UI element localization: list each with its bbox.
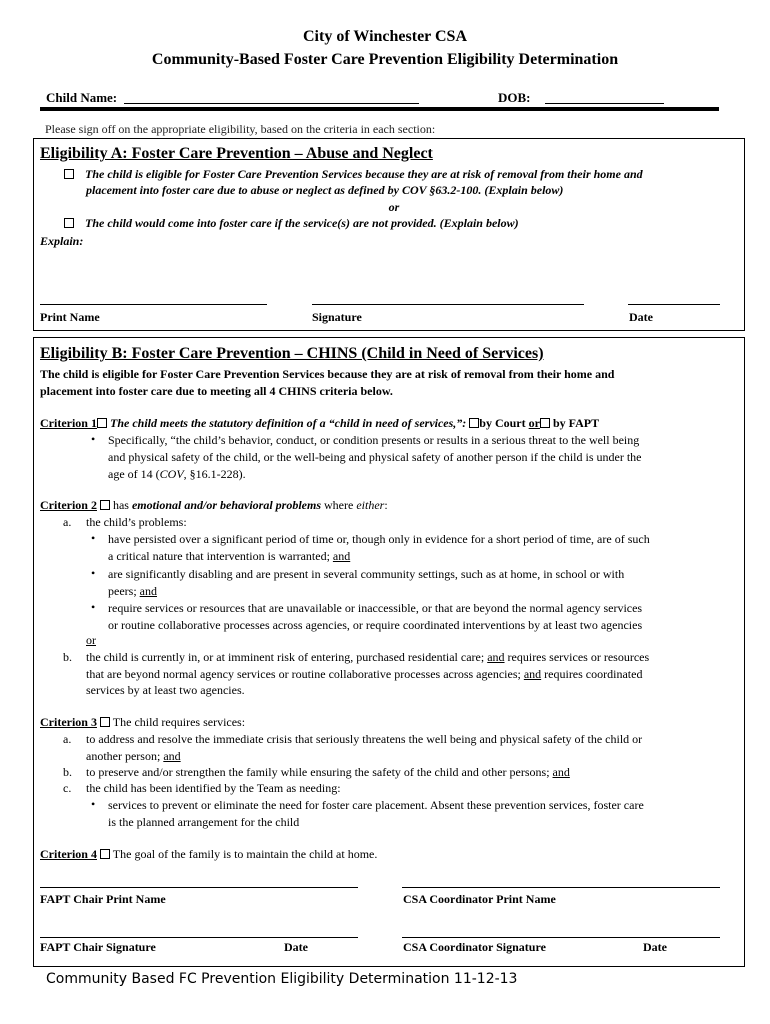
list-marker: c. — [63, 781, 72, 795]
fapt-print-name-line[interactable] — [40, 887, 358, 888]
criterion-1-or: or — [528, 416, 540, 430]
explain-field[interactable] — [40, 240, 730, 300]
by-fapt-checkbox[interactable] — [540, 418, 550, 428]
c2-b2-line-2: peers; and — [108, 584, 157, 598]
criterion-3-text: The child requires services: — [112, 715, 246, 729]
fapt-date-label: Date — [284, 940, 308, 954]
eligibility-a-option-1 — [64, 166, 734, 183]
c3-bullet-line-1: services to prevent or eliminate the need for foster care placement. Absent these prevention services, foster care — [108, 798, 644, 812]
criterion-1-checkbox[interactable] — [97, 418, 107, 428]
bullet: • — [91, 600, 96, 614]
criterion-4 — [40, 846, 377, 863]
bullet: • — [91, 531, 96, 545]
c2-b3-line-2: or routine collaborative processes across agencies, or require coordinated interventions by at least two agencies — [108, 618, 643, 632]
b-intro-line-1: The child is eligible for Foster Care Prevention Services because they are at risk of removal from their home and — [40, 367, 615, 381]
bullet: • — [91, 432, 96, 446]
criterion-4-checkbox[interactable] — [100, 849, 110, 859]
list-marker: b. — [63, 765, 72, 779]
criterion-1 — [40, 415, 599, 432]
list-marker: b. — [63, 650, 72, 664]
a-print-name-label: Print Name — [40, 310, 100, 324]
document-title: City of Winchester CSA — [303, 28, 467, 45]
csa-signature-line[interactable] — [402, 937, 720, 938]
c1-bullet-line-3: age of 14 (COV, §16.1-228). — [108, 467, 246, 481]
child-name-label: Child Name: — [46, 90, 118, 105]
c3-bullet-line-2: is the planned arrangement for the child — [108, 815, 300, 829]
list-marker: a. — [63, 732, 72, 746]
b-intro-line-2: placement into foster care due to meeting all 4 CHINS criteria below. — [40, 384, 393, 398]
child-name-field[interactable] — [124, 103, 419, 104]
option-1-line-2: placement into foster care due to abuse or neglect as defined by COV §63.2-100. (Explain below) — [86, 183, 564, 197]
a-date-label: Date — [629, 310, 653, 324]
eligibility-b-title: Eligibility B: Foster Care Prevention – CHINS (Child in Need of Services) — [40, 345, 544, 362]
by-fapt-label: by FAPT — [552, 416, 600, 430]
c2-b1-line-1: have persisted over a significant period of time or, though only in evidence for a short period of time, are of such — [108, 532, 650, 546]
eligibility-a-title: Eligibility A: Foster Care Prevention – Abuse and Neglect — [40, 145, 433, 162]
by-court-checkbox[interactable] — [469, 418, 479, 428]
c3-a-line-1: to address and resolve the immediate crisis that seriously threatens the well being and physical safety of the child or — [86, 732, 643, 746]
criterion-4-text: The goal of the family is to maintain the child at home. — [112, 847, 378, 861]
c2-or: or — [86, 633, 96, 647]
criterion-3-checkbox[interactable] — [100, 717, 110, 727]
fapt-signature-label: FAPT Chair Signature — [40, 940, 156, 954]
csa-date-label: Date — [643, 940, 667, 954]
criterion-1-label: Criterion 1 — [40, 416, 97, 430]
option-or: or — [388, 200, 400, 214]
a-signature-label: Signature — [312, 310, 362, 324]
eligibility-a-option-2-checkbox[interactable] — [64, 218, 74, 228]
dob-field[interactable] — [545, 103, 664, 104]
criterion-2-label: Criterion 2 — [40, 498, 97, 512]
c3-b-text: to preserve and/or strengthen the family while ensuring the safety of the child and other persons; and — [86, 765, 570, 779]
c1-bullet-line-1: Specifically, “the child’s behavior, conduct, or condition presents or results in a serious threat to the well being — [108, 433, 640, 447]
criterion-1-text: The child meets the statutory definition of a “child in need of services,”: — [109, 416, 467, 430]
c2-bb-line-2: that are beyond normal agency services or routine collaborative processes across agencies; and requires coordinated — [86, 667, 643, 681]
criterion-2-checkbox[interactable] — [100, 500, 110, 510]
c2-b1-line-2: a critical nature that intervention is warranted; and — [108, 549, 351, 563]
criterion-3-label: Criterion 3 — [40, 715, 97, 729]
a-date-line[interactable] — [628, 304, 720, 305]
c1-bullet-line-2: and physical safety of the child, or the well-being and physical safety of another person if the child is under the — [108, 450, 642, 464]
footer-text: Community Based FC Prevention Eligibility Determination 11-12-13 — [46, 971, 518, 987]
option-2-text: The child would come into foster care if the service(s) are not provided. (Explain below) — [85, 216, 519, 230]
eligibility-a-option-1-checkbox[interactable] — [64, 169, 74, 179]
fapt-signature-line[interactable] — [40, 937, 358, 938]
c2-a-text: the child’s problems: — [86, 515, 187, 529]
a-print-name-line[interactable] — [40, 304, 267, 305]
by-court-label: by Court — [479, 416, 526, 430]
csa-print-name-line[interactable] — [402, 887, 720, 888]
header-divider — [40, 107, 719, 111]
bullet: • — [91, 566, 96, 580]
a-signature-line[interactable] — [312, 304, 584, 305]
csa-print-name-label: CSA Coordinator Print Name — [403, 892, 556, 906]
c3-c-text: the child has been identified by the Team as needing: — [86, 781, 341, 795]
list-marker: a. — [63, 515, 72, 529]
c2-bb-line-3: services by at least two agencies. — [86, 683, 245, 697]
c2-bb-line-1: the child is currently in, or at imminent risk of entering, purchased residential care; and requires services or resources — [86, 650, 650, 664]
document-subtitle: Community-Based Foster Care Prevention Eligibility Determination — [151, 51, 619, 68]
criterion-3 — [40, 714, 245, 731]
instruction-text: Please sign off on the appropriate eligibility, based on the criteria in each section: — [45, 122, 436, 136]
option-1-line-1: The child is eligible for Foster Care Prevention Services because they are at risk of removal from their home and — [85, 167, 643, 181]
c2-b3-line-1: require services or resources that are unavailable or inaccessible, or that are beyond the normal agency services — [108, 601, 643, 615]
csa-signature-label: CSA Coordinator Signature — [403, 940, 546, 954]
c3-a-line-2: another person; and — [86, 749, 181, 763]
dob-label: DOB: — [498, 90, 531, 105]
fapt-print-name-label: FAPT Chair Print Name — [40, 892, 166, 906]
c2-b2-line-1: are significantly disabling and are present in several community settings, such as at home, in school or with — [108, 567, 625, 581]
criterion-4-label: Criterion 4 — [40, 847, 97, 861]
explain-label: Explain: — [40, 234, 84, 248]
eligibility-a-option-2 — [64, 215, 519, 232]
bullet: • — [91, 797, 96, 811]
criterion-2: Criterion 2 has emotional and/or behavioral problems where either: — [40, 498, 388, 512]
